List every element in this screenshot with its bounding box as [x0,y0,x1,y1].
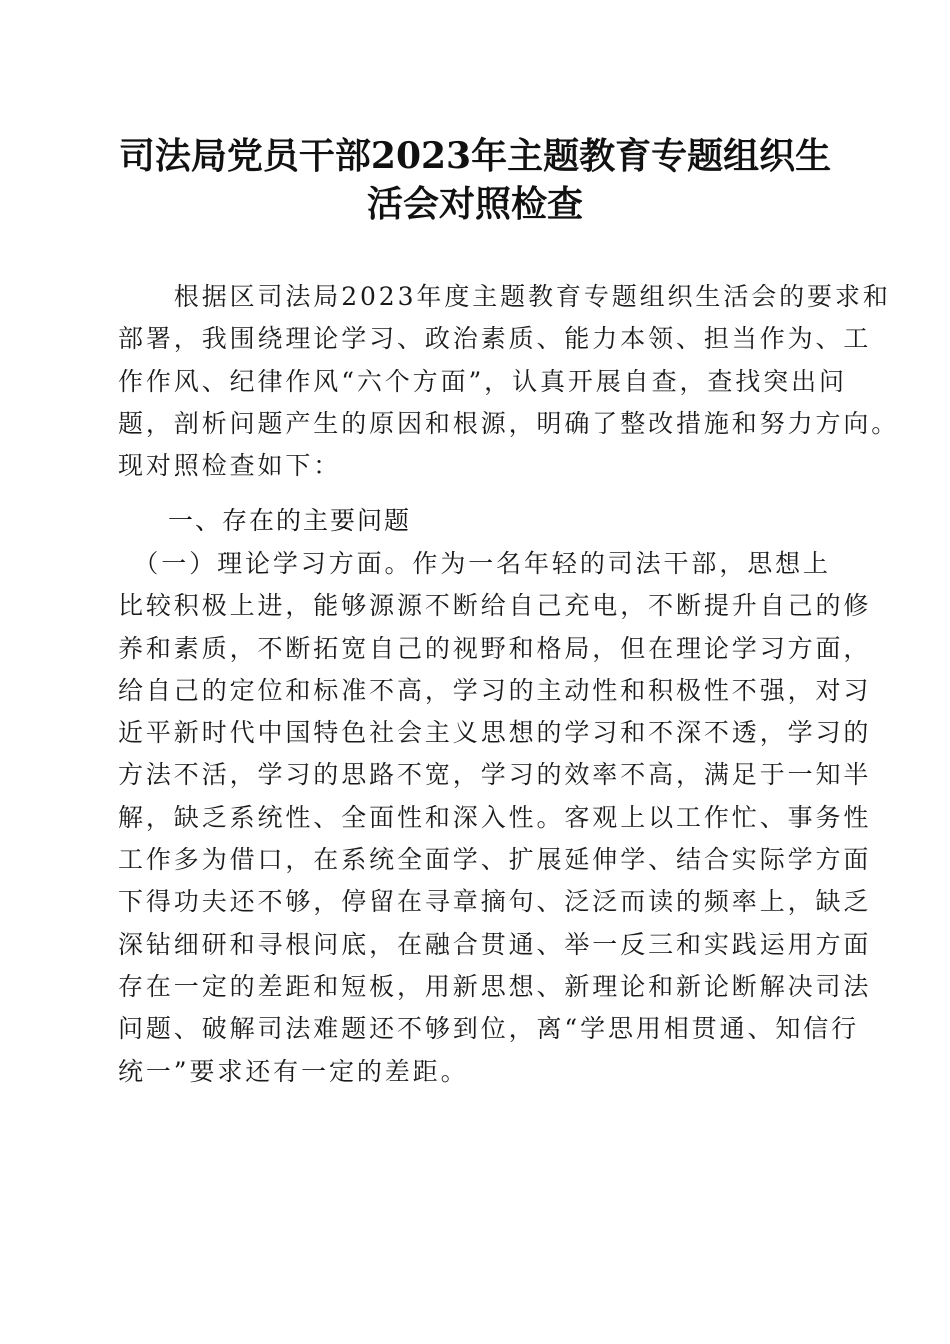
paragraph-line: 比较积极上进，能够源源不断给自己充电，不断提升自己的修 [118,591,872,621]
document-title [90,132,860,228]
paragraph-line: 养和素质，不断拓宽自己的视野和格局，但在理论学习方面， [118,633,872,663]
intro-paragraph [118,276,900,487]
paragraph-line: 近平新时代中国特色社会主义思想的学习和不深不透，学习的 [118,718,872,748]
subsection-lead: （一）理论学习方面。 [145,549,413,578]
paragraph-line: 工作多为借口，在系统全面学、扩展延伸学、结合实际学方面 [118,845,872,875]
paragraph-line: 深钻细研和寻根问底，在融合贯通、举一反三和实践运用方面 [118,929,872,959]
paragraph-line: 给自己的定位和标准不高，学习的主动性和积极性不强，对习 [118,675,872,705]
paragraph-line: 下得功夫还不够，停留在寻章摘句、泛泛而读的频率上，缺乏 [118,887,872,917]
paragraph-line: 问题、破解司法难题还不够到位，离“学思用相贯通、知信行 [118,1014,860,1044]
subsection-paragraph [118,543,872,1093]
paragraph-line: 存在一定的差距和短板，用新思想、新理论和新论断解决司法 [118,971,872,1001]
paragraph-line: 根据区司法局2023年度主题教育专题组织生活会的要求和 [118,282,891,311]
paragraph-line: 解，缺乏系统性、全面性和深入性。客观上以工作忙、事务性 [118,802,872,832]
paragraph-line [118,543,830,585]
paragraph-line: 题，剖析问题产生的原因和根源，明确了整改措施和努力方向。 [118,408,900,438]
paragraph-line: 作作风、纪律作风“六个方面”，认真开展自查，查找突出问 [118,366,847,396]
paragraph-line: 方法不活，学习的思路不宽，学习的效率不高，满足于一知半 [118,760,872,790]
title-line-2: 活会对照检查 [366,183,583,225]
subsection-text: 作为一名年轻的司法干部，思想上 [412,549,831,578]
paragraph-line: 部署，我围绕理论学习、政治素质、能力本领、担当作为、工 [118,324,872,354]
paragraph-line: 现对照检查如下： [118,451,342,481]
paragraph-line: 统一”要求还有一定的差距。 [118,1056,469,1086]
title-line-1: 司法局党员干部2023年主题教育专题组织生 [118,135,832,177]
section-heading: 一、存在的主要问题 [168,506,412,535]
